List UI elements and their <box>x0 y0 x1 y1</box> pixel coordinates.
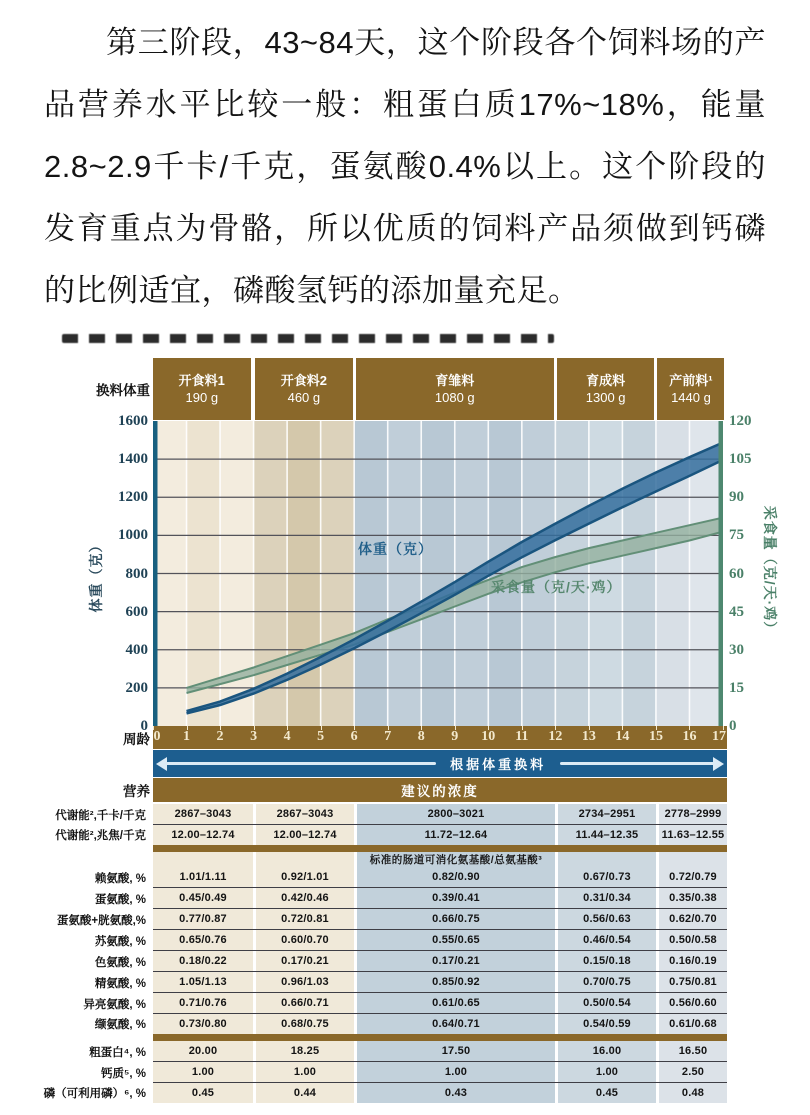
phase-amount: 1080 g <box>434 390 475 405</box>
phase-name: 育雏料 <box>435 373 475 388</box>
table-cell: 0.35/0.38 <box>656 888 727 908</box>
table-cell: 11.63–12.55 <box>656 825 727 845</box>
table-row <box>0 972 810 993</box>
row-label: 缬氨酸, % <box>94 1019 146 1031</box>
table-cell: 0.43 <box>354 1083 555 1103</box>
left-axis-tick: 1400 <box>118 451 148 468</box>
table-cell: 0.17/0.21 <box>354 951 555 971</box>
right-axis-tick: 120 <box>729 413 752 429</box>
right-axis-tick: 15 <box>729 679 744 696</box>
phase-box <box>153 358 251 420</box>
week-number: 2 <box>216 729 224 744</box>
subheader-cell <box>354 852 555 867</box>
left-axis-title: 体重（克） <box>88 537 104 613</box>
week-number: 12 <box>548 729 563 744</box>
table-cell: 20.00 <box>153 1041 253 1061</box>
table-cell: 0.55/0.65 <box>354 930 555 950</box>
table-cell: 0.16/0.19 <box>656 951 727 971</box>
table-cell: 11.72–12.64 <box>354 825 555 845</box>
right-axis-tick: 60 <box>729 565 744 582</box>
right-axis-tick: 90 <box>729 489 744 506</box>
week-number: 16 <box>682 729 697 744</box>
week-number: 5 <box>317 729 325 744</box>
table-cell: 0.66/0.75 <box>354 909 555 929</box>
table-cell: 0.72/0.81 <box>253 909 354 929</box>
week-number: 8 <box>417 729 425 744</box>
switch-by-weight-bar <box>153 750 727 777</box>
week-number: 10 <box>481 729 496 744</box>
right-axis-tick: 30 <box>729 641 744 658</box>
table-cell: 0.50/0.58 <box>656 930 727 950</box>
row-label: 色氨酸, % <box>94 956 146 969</box>
table-cell: 0.68/0.75 <box>253 1014 354 1034</box>
left-axis-tick: 1200 <box>118 489 148 506</box>
row-label <box>0 852 153 867</box>
week-number: 7 <box>384 729 392 744</box>
table-row <box>0 867 810 888</box>
subheader-cell <box>153 852 253 867</box>
right-axis-title: 采食量（克/天·鸡） <box>762 505 778 637</box>
weight-curve-label: 体重（克） <box>358 541 433 557</box>
week-number: 6 <box>350 729 358 744</box>
table-cell: 0.77/0.87 <box>153 909 253 929</box>
table-row <box>0 1014 810 1034</box>
table-cell: 2778–2999 <box>656 804 727 824</box>
week-number: 9 <box>451 729 459 744</box>
week-number: 0 <box>153 729 161 744</box>
table-cell: 0.31/0.34 <box>555 888 656 908</box>
row-label: 钙质⁵, % <box>100 1067 146 1080</box>
table-cell: 12.00–12.74 <box>253 825 354 845</box>
phase-name: 育成料 <box>586 373 626 388</box>
body-paragraph: 第三阶段，43~84天，这个阶段各个饲料场的产品营养水平比较一般：粗蛋白质17%~18%，能量2.8~2.9千卡/千克，蛋氨酸0.4%以上。这个阶段的发育重点为骨骼，所以优质的饲料产品须做到钙磷的比例适宜，磷酸氢钙的添加量充足。 <box>44 25 766 308</box>
cropped-figure-title <box>62 334 554 343</box>
table-cell: 0.56/0.63 <box>555 909 656 929</box>
table-cell: 17.50 <box>354 1041 555 1061</box>
phase-name: 开食料1 <box>178 373 225 388</box>
table-cell: 0.75/0.81 <box>656 972 727 992</box>
table-cell: 0.66/0.71 <box>253 993 354 1013</box>
week-number: 17 <box>712 729 726 744</box>
table-cell: 1.00 <box>354 1062 555 1082</box>
table-cell: 0.82/0.90 <box>354 867 555 887</box>
phase-amount: 1440 g <box>671 390 711 405</box>
table-separator-bar <box>153 1034 727 1041</box>
table-cell: 0.42/0.46 <box>253 888 354 908</box>
phase-amount: 190 g <box>185 390 219 405</box>
left-axis-tick: 600 <box>125 603 148 620</box>
table-cell: 0.50/0.54 <box>555 993 656 1013</box>
row-label: 代谢能²,兆焦/千克 <box>55 830 146 842</box>
right-axis-tick: 45 <box>729 603 744 620</box>
table-cell: 0.48 <box>656 1083 727 1103</box>
row-label: 蛋氨酸, % <box>94 893 146 906</box>
table-cell: 0.85/0.92 <box>354 972 555 992</box>
recommended-concentration-header: 建议的浓度 <box>153 778 727 802</box>
table-cell: 0.44 <box>253 1083 354 1103</box>
phase-name: 开食料2 <box>280 373 327 388</box>
table-cell: 12.00–12.74 <box>153 825 253 845</box>
table-cell: 2800–3021 <box>354 804 555 824</box>
table-cell: 0.62/0.70 <box>656 909 727 929</box>
week-axis-label: 周龄 <box>123 731 150 747</box>
table-cell: 1.01/1.11 <box>153 867 253 887</box>
week-axis-band <box>153 726 727 749</box>
table-row <box>0 1062 810 1083</box>
table-cell: 0.54/0.59 <box>555 1014 656 1034</box>
right-axis-tick: 0 <box>729 718 737 734</box>
week-number: 1 <box>183 729 191 744</box>
arrow-right-icon <box>560 762 715 765</box>
table-cell: 0.67/0.73 <box>555 867 656 887</box>
nutrition-side-label: 营养 <box>123 784 150 799</box>
row-label: 磷（可利用磷）⁶, % <box>43 1088 146 1100</box>
table-row <box>0 825 810 845</box>
switch-bar-text: 根据体重换料 <box>450 757 547 772</box>
week-number: 11 <box>515 729 529 744</box>
row-label: 赖氨酸, % <box>94 872 146 885</box>
table-cell: 0.45 <box>153 1083 253 1103</box>
phase-amount: 1300 g <box>585 390 626 405</box>
phase-name: 产前料¹ <box>669 373 713 388</box>
row-label: 蛋氨酸+胱氨酸,% <box>56 914 146 927</box>
table-cell: 0.61/0.65 <box>354 993 555 1013</box>
table-cell: 2734–2951 <box>555 804 656 824</box>
table-cell: 0.72/0.79 <box>656 867 727 887</box>
subheader-cell <box>253 852 354 867</box>
table-cell: 0.96/1.03 <box>253 972 354 992</box>
phase-box <box>657 358 724 420</box>
table-cell: 0.45/0.49 <box>153 888 253 908</box>
week-number: 3 <box>250 729 258 744</box>
table-row <box>0 993 810 1014</box>
table-cell: 0.92/1.01 <box>253 867 354 887</box>
phase-amount: 460 g <box>287 390 321 405</box>
week-number: 13 <box>581 729 596 744</box>
subheader-cell <box>555 852 656 867</box>
left-axis-tick: 400 <box>125 641 148 658</box>
table-cell: 0.73/0.80 <box>153 1014 253 1034</box>
table-cell: 2867–3043 <box>153 804 253 824</box>
table-cell: 0.56/0.60 <box>656 993 727 1013</box>
table-separator-bar <box>153 845 727 852</box>
arrow-left-icon <box>165 762 436 765</box>
table-cell: 0.15/0.18 <box>555 951 656 971</box>
row-label: 精氨酸, % <box>94 977 146 990</box>
table-row <box>0 951 810 972</box>
table-cell: 16.00 <box>555 1041 656 1061</box>
table-cell: 16.50 <box>656 1041 727 1061</box>
table-cell: 0.64/0.71 <box>354 1014 555 1034</box>
table-cell: 0.61/0.68 <box>656 1014 727 1034</box>
table-cell: 0.60/0.70 <box>253 930 354 950</box>
row-label: 异亮氨酸, % <box>83 998 146 1011</box>
table-cell: 0.18/0.22 <box>153 951 253 971</box>
subheader-cell <box>656 852 727 867</box>
table-cell: 1.00 <box>253 1062 354 1082</box>
left-axis-tick: 1600 <box>118 413 148 429</box>
table-cell: 0.46/0.54 <box>555 930 656 950</box>
week-number: 14 <box>615 729 630 744</box>
feed-weight-label: 换料体重 <box>96 383 150 398</box>
phase-box <box>557 358 655 420</box>
row-label: 粗蛋白⁴, % <box>89 1046 146 1059</box>
table-row <box>0 930 810 951</box>
table-cell: 2.50 <box>656 1062 727 1082</box>
table-row <box>0 888 810 909</box>
table-cell: 0.45 <box>555 1083 656 1103</box>
table-row <box>0 804 810 825</box>
chart-plot <box>153 421 723 726</box>
table-cell: 0.17/0.21 <box>253 951 354 971</box>
left-axis-tick: 0 <box>140 718 148 734</box>
table-cell: 1.00 <box>555 1062 656 1082</box>
left-axis-tick: 200 <box>125 679 148 696</box>
table-cell: 11.44–12.35 <box>555 825 656 845</box>
table-cell: 0.71/0.76 <box>153 993 253 1013</box>
nutrition-table <box>0 804 810 1103</box>
table-row <box>0 1041 810 1062</box>
table-cell: 0.65/0.76 <box>153 930 253 950</box>
table-cell: 18.25 <box>253 1041 354 1061</box>
phase-box <box>255 358 353 420</box>
table-cell: 2867–3043 <box>253 804 354 824</box>
amino-acid-subheader-row <box>0 852 810 867</box>
right-axis-tick: 105 <box>729 451 752 468</box>
week-number: 4 <box>283 729 291 744</box>
table-row <box>0 1083 810 1103</box>
phase-box <box>356 358 554 420</box>
left-axis-tick: 800 <box>125 565 148 582</box>
intake-curve-label: 采食量（克/天·鸡） <box>491 579 622 595</box>
chart-bands <box>153 421 723 726</box>
row-label: 代谢能²,千卡/千克 <box>55 809 146 822</box>
left-axis-tick: 1000 <box>118 527 148 544</box>
table-cell: 1.05/1.13 <box>153 972 253 992</box>
table-cell: 1.00 <box>153 1062 253 1082</box>
table-cell: 0.70/0.75 <box>555 972 656 992</box>
week-number: 15 <box>648 729 663 744</box>
table-row <box>0 909 810 930</box>
table-cell: 0.39/0.41 <box>354 888 555 908</box>
right-axis-tick: 75 <box>729 527 744 544</box>
row-label: 苏氨酸, % <box>94 935 146 948</box>
amino-acid-subheader: 标准的肠道可消化氨基酸/总氨基酸³ <box>369 854 543 866</box>
